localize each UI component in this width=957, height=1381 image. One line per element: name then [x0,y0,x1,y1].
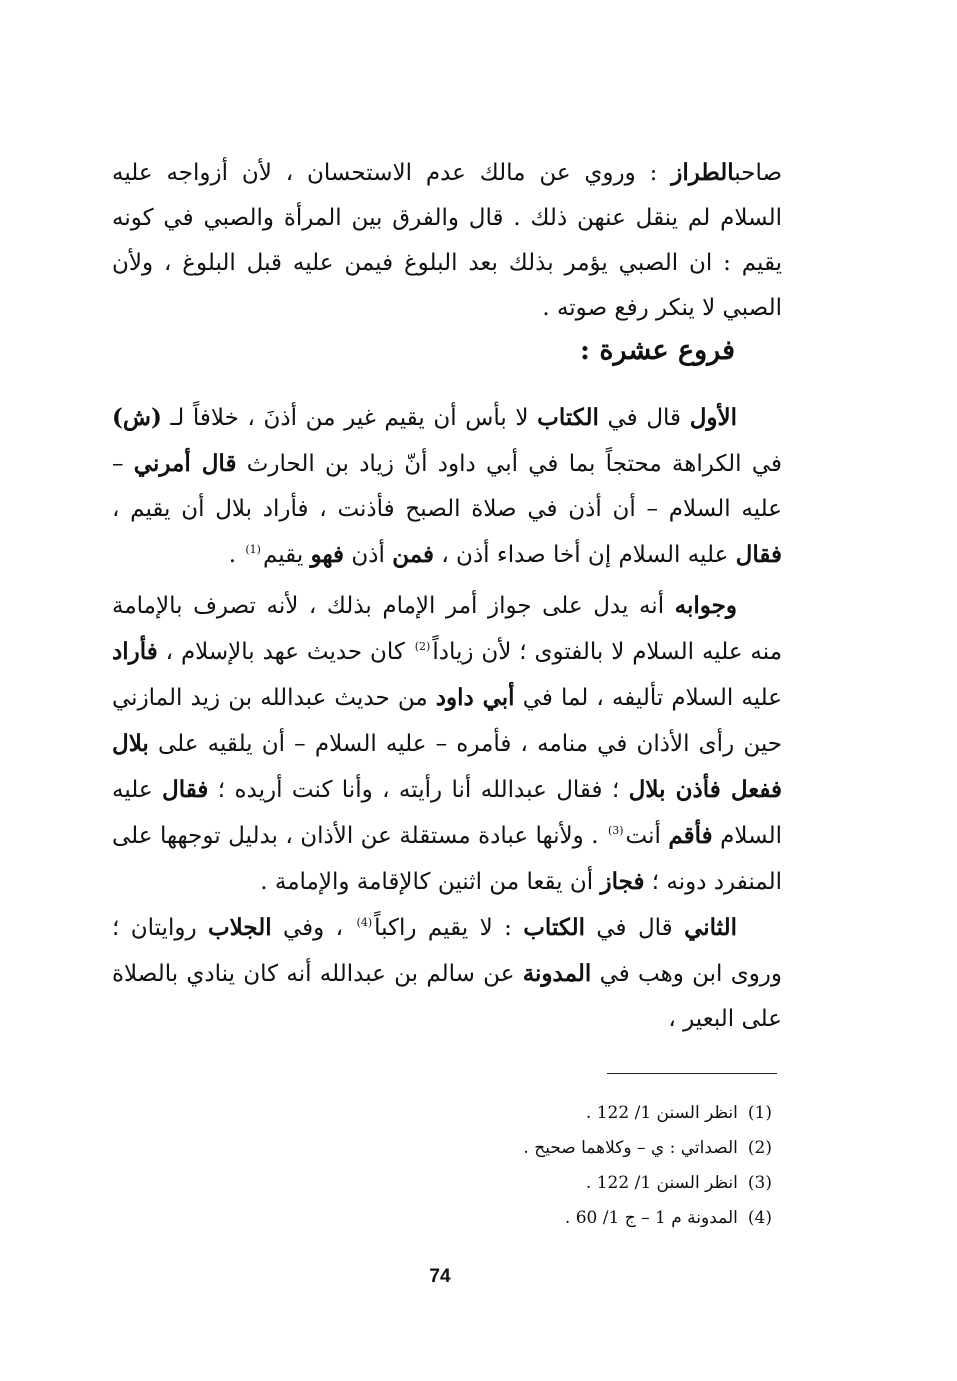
footnote-ref[interactable]: (3) [607,824,624,838]
footnote-number: (2) [747,1138,772,1158]
p2-text: كان حديث عهد بالإسلام ، [165,639,405,665]
p2-text: من حديث عبدالله بن زيد المازني حين رأى الأذان في منامه ، فأمره – عليه السلام – أن يلقيه على [112,685,782,757]
footnote-divider [607,1073,777,1074]
footnote-text: الصداتي : ي – وكلاهما صحيح . [523,1138,738,1158]
p2-text: عليه السلام تأليفه ، لما في [522,685,783,711]
footnote-item [272,1166,772,1201]
paragraph-second [112,905,782,1042]
p1-bold: فهو [310,541,345,568]
intro-paragraph [112,150,782,331]
p1-bold: الكتاب [537,404,599,431]
paragraph-first [112,395,782,578]
p2-bold: أبي داود [435,684,515,711]
p2-text: . ولأنها عبادة مستقلة عن الأذان ، بدليل توجهها على المنفرد دونه ؛ [112,823,782,895]
p1-bold: (ش) [112,404,162,431]
p3-text: : لا يقيم راكباً [374,915,512,941]
footnote-item [272,1096,772,1131]
footnote-text: المدونة م 1 – ج 1/ 60 . [564,1208,738,1228]
p3-text: عن سالم بن عبدالله أنه كان ينادي بالصلاة على البعير ، [112,961,782,1032]
p3-text: قال في [596,915,673,941]
footnote-item [272,1201,772,1236]
p2-bold: فجاز [600,868,645,895]
p1-lead: الأول [689,404,738,431]
p1-text: في الكراهة محتجاً بما في أبي داود أنّ زياد بن الحارث [246,451,782,477]
footnote-ref[interactable]: (1) [245,543,261,557]
p1-text: يقيم [262,542,304,568]
footnote-item [272,1131,772,1166]
page-number: 74 [429,1266,451,1287]
footnote-ref[interactable]: (2) [414,640,431,654]
p2-bold: بلال ففعل فأذن بلال [112,730,782,803]
p2-bold: فأقم [668,822,713,849]
footnote-number: (4) [747,1208,772,1228]
footnotes [272,1096,772,1236]
section-heading: فروع عشرة : [580,335,735,366]
intro-text: : وروي عن مالك عدم الاستحسان ، لأن أزواجه عليه السلام لم ينقل عنهن ذلك . قال والفرق بين المرأة والصبي في كونه يقيم : ان الصبي يؤمر بذلك بعد البلوغ فيمن عليه قبل البلوغ ، ولأن الصبي لا ينكر رفع صوته . [112,160,782,321]
p3-lead: الثاني [684,914,738,941]
p2-text: عليه السلام [112,777,783,849]
footnote-number: (3) [747,1173,772,1193]
p3-text: ، وفي [283,915,344,941]
p1-text: – عليه السلام – أن أذن في صلاة الصبح فأذنت ، فأراد بلال أن يقيم ، [112,451,782,522]
intro-term: صاحب [734,160,782,186]
p1-text: عليه السلام إن أخا صداء أذن ، [441,542,729,568]
footnote-ref[interactable]: (4) [356,916,373,930]
p2-bold: فقال [162,776,209,803]
p2-text: ؛ فقال عبدالله أنا رأيته ، وأنا كنت أريده ؛ [217,777,620,803]
p3-bold: الكتاب [523,914,585,941]
p3-text: روايتان ؛ وروى ابن وهب في [112,915,783,987]
footnote-text: انظر السنن 1/ 122 . [585,1103,738,1123]
footnote-number: (1) [747,1103,772,1123]
intro-term-bold: الطراز [671,159,735,186]
p1-text: أذن [351,542,385,568]
p3-bold: الجلاب [207,914,272,941]
p1-text: قال في [607,405,682,431]
footnote-text: انظر السنن 1/ 122 . [585,1173,738,1193]
p1-text: . [228,542,237,568]
p2-lead: وجوابه [674,592,738,619]
p2-text: أنت [625,823,661,849]
p1-text: لا بأس أن يقيم غير من أذنَ ، خلافاً لـ [170,405,529,431]
p3-bold: المدونة [522,960,592,987]
p1-bold: فقال [735,541,782,568]
p2-text: أن يقعا من اثنين كالإقامة والإمامة . [260,869,594,895]
p1-bold: فمن [392,541,434,568]
paragraph-answer [112,583,782,905]
p1-bold: قال أمرني [133,450,237,477]
p2-bold: فأراد [112,638,158,665]
p2-text: أنه يدل على جواز أمر الإمام بذلك ، لأنه تصرف بالإمامة منه عليه السلام لا بالفتوى ؛ لأن زياداً [112,593,783,665]
